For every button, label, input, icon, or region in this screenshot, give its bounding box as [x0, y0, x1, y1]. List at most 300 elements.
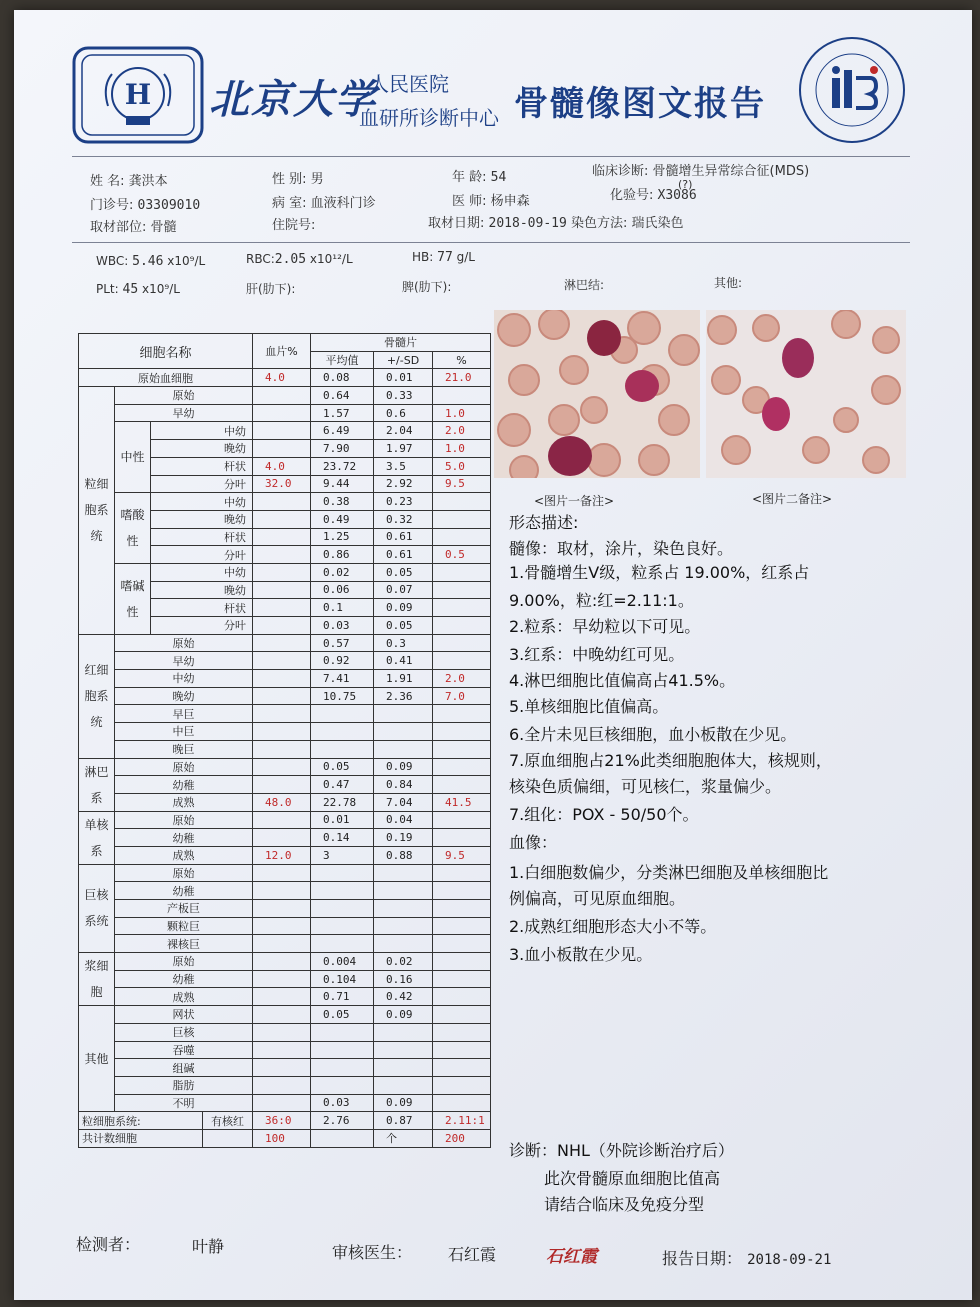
- cell-sd: [374, 935, 433, 953]
- cell-row: [79, 970, 491, 988]
- lineage-group: 红细胞系统: [79, 634, 115, 758]
- cell-row: [79, 1059, 491, 1077]
- cell-mean: 7.41: [311, 670, 374, 688]
- subgroup: 嗜碱性: [115, 563, 151, 634]
- summary-pct: 200: [433, 1129, 491, 1147]
- morphology-line: 1.白细胞数偏少，分类淋巴细胞及单核细胞比: [509, 863, 829, 882]
- cell-blood: [253, 1094, 311, 1112]
- lab-no-value: X3086: [657, 188, 697, 203]
- cell-name: 原始血细胞: [79, 369, 253, 387]
- cell-pct: [433, 900, 491, 918]
- lineage-group: 粒细胞系统: [79, 387, 115, 635]
- cell-pct: [433, 1023, 491, 1041]
- cell-sd: 0.07: [374, 581, 433, 599]
- cell-sd: [374, 1041, 433, 1059]
- plt-value: 45: [122, 282, 139, 297]
- institute-of-hematology-logo: [792, 30, 912, 150]
- morphology-line: 9.00%，粒:红=2.11:1。: [509, 591, 694, 610]
- cell-mean: 0.47: [311, 776, 374, 794]
- morphology-line: 2.粒系：早幼粒以下可见。: [509, 617, 701, 636]
- cell-sd: [374, 1076, 433, 1094]
- plt-label: PLt:: [96, 282, 119, 296]
- col-header-cell-name: 细胞名称: [79, 334, 253, 369]
- cell-blood: [253, 528, 311, 546]
- plt-unit: x10⁹/L: [141, 282, 180, 296]
- cell-name: 幼稚: [115, 829, 253, 847]
- outpatient-no-label: 门诊号:: [90, 198, 134, 213]
- cell-sd: 0.01: [374, 369, 433, 387]
- cell-pct: 5.0: [433, 457, 491, 475]
- cell-sd: 0.42: [374, 988, 433, 1006]
- cell-blood: 4.0: [253, 457, 311, 475]
- morphology-line: 5.单核细胞比值偏高。: [509, 697, 669, 716]
- outpatient-no-value: 03309010: [137, 198, 201, 213]
- cell-pct: 0.5: [433, 546, 491, 564]
- cell-mean: 0.86: [311, 546, 374, 564]
- summary-mean: [311, 1129, 374, 1147]
- cell-mean: 0.03: [311, 1094, 374, 1112]
- cell-pct: 41.5: [433, 793, 491, 811]
- cell-blood: [253, 687, 311, 705]
- cell-mean: 22.78: [311, 793, 374, 811]
- ward-label: 病 室:: [272, 196, 307, 211]
- cell-pct: [433, 1006, 491, 1024]
- cell-name: 晚幼: [151, 581, 253, 599]
- cell-mean: [311, 740, 374, 758]
- cell-name: 中幼: [151, 493, 253, 511]
- cell-blood: [253, 917, 311, 935]
- morphology-line: 1.骨髓增生Ⅴ级，粒系占 19.00%，红系占: [509, 563, 810, 582]
- morphology-line: 核染色质偏细，可见核仁，浆量偏少。: [509, 777, 782, 796]
- summary-sub: [203, 1129, 253, 1147]
- cell-pct: [433, 599, 491, 617]
- lineage-group: 单核系: [79, 811, 115, 864]
- col-header-mean: 平均值: [311, 351, 374, 369]
- cell-sd: 2.36: [374, 687, 433, 705]
- lab-no-label: 化验号:: [610, 188, 654, 203]
- spleen-label: 脾(肋下):: [402, 280, 452, 294]
- cell-mean: 0.06: [311, 581, 374, 599]
- sex-value: 男: [310, 172, 324, 187]
- cell-name: 晚幼: [115, 687, 253, 705]
- cell-pct: [433, 705, 491, 723]
- cell-sd: 0.32: [374, 510, 433, 528]
- cell-name: 分叶: [151, 617, 253, 635]
- cell-row: [79, 687, 491, 705]
- cell-mean: [311, 917, 374, 935]
- cell-mean: [311, 1023, 374, 1041]
- cell-name: 中幼: [151, 422, 253, 440]
- cell-name: 原始: [115, 864, 253, 882]
- cell-blood: [253, 634, 311, 652]
- cell-pct: [433, 723, 491, 741]
- col-header-sd: +/-SD: [374, 351, 433, 369]
- summary-mean: 2.76: [311, 1112, 374, 1130]
- subgroup: 中性: [115, 422, 151, 493]
- cell-pct: [433, 510, 491, 528]
- cell-row: [79, 1041, 491, 1059]
- cell-sd: 2.04: [374, 422, 433, 440]
- university-name: 北京大学: [209, 76, 377, 123]
- cell-table-body: [79, 369, 491, 1147]
- liver-label: 肝(肋下):: [246, 282, 296, 296]
- report-date-label: 报告日期：: [662, 1249, 743, 1268]
- cell-row: [79, 917, 491, 935]
- cell-blood: [253, 758, 311, 776]
- cell-row: [79, 829, 491, 847]
- cell-sd: [374, 900, 433, 918]
- cell-pct: 1.0: [433, 440, 491, 458]
- physician-value: 杨申森: [490, 194, 530, 209]
- cell-name: 中巨: [115, 723, 253, 741]
- ward-value: 血液科门诊: [310, 196, 376, 211]
- report-page: [14, 10, 972, 1300]
- morphology-heading: 形态描述:: [509, 513, 579, 532]
- other-label: 其他:: [714, 276, 743, 290]
- cell-sd: 0.09: [374, 758, 433, 776]
- cell-name: 晚幼: [151, 510, 253, 528]
- cell-sd: 3.5: [374, 457, 433, 475]
- sample-date-value: 2018-09-19: [488, 216, 567, 231]
- cell-sd: 1.91: [374, 670, 433, 688]
- morphology-line: 6.全片未见巨核细胞，血小板散在少见。: [509, 725, 797, 744]
- cell-count-table: [78, 333, 491, 1148]
- cell-blood: 32.0: [253, 475, 311, 493]
- cell-name: 晚幼: [151, 440, 253, 458]
- cell-pct: [433, 387, 491, 405]
- cell-sd: 0.33: [374, 387, 433, 405]
- cell-sd: 0.6: [374, 404, 433, 422]
- cell-row: [79, 882, 491, 900]
- cell-mean: 10.75: [311, 687, 374, 705]
- cell-mean: 1.25: [311, 528, 374, 546]
- cell-row: [79, 705, 491, 723]
- cell-mean: 0.104: [311, 970, 374, 988]
- center-name: 血研所诊断中心: [359, 106, 499, 130]
- cell-sd: [374, 740, 433, 758]
- examiner-name: 叶静: [192, 1237, 225, 1256]
- cell-sd: 0.02: [374, 953, 433, 971]
- marrow-image-1: [494, 310, 700, 478]
- cell-mean: 23.72: [311, 457, 374, 475]
- cell-row: [79, 652, 491, 670]
- cell-mean: 1.57: [311, 404, 374, 422]
- cell-name: 不明: [115, 1094, 253, 1112]
- cell-name: 中幼: [115, 670, 253, 688]
- cell-mean: 0.01: [311, 811, 374, 829]
- cell-mean: 0.05: [311, 1006, 374, 1024]
- cell-name: 早幼: [115, 404, 253, 422]
- cell-pct: [433, 740, 491, 758]
- cell-name: 幼稚: [115, 970, 253, 988]
- clinical-diagnosis-value: 骨髓增生异常综合征(MDS): [652, 164, 810, 179]
- cell-name: 原始: [115, 634, 253, 652]
- cell-blood: [253, 864, 311, 882]
- reviewer-label: 审核医生：: [332, 1243, 413, 1262]
- cell-blood: [253, 581, 311, 599]
- cell-mean: 0.49: [311, 510, 374, 528]
- cell-sd: 0.84: [374, 776, 433, 794]
- hospital-name: 人民医院: [369, 72, 449, 96]
- cell-sd: 0.41: [374, 652, 433, 670]
- cell-row: [79, 953, 491, 971]
- cell-row: [79, 422, 491, 440]
- summary-sub: 有核红: [203, 1112, 253, 1130]
- cell-sd: 1.97: [374, 440, 433, 458]
- cell-blood: [253, 900, 311, 918]
- cell-row: [79, 1094, 491, 1112]
- cell-blood: [253, 740, 311, 758]
- cell-row: [79, 793, 491, 811]
- cell-sd: 0.04: [374, 811, 433, 829]
- cell-pct: 21.0: [433, 369, 491, 387]
- cell-mean: 0.03: [311, 617, 374, 635]
- cell-name: 网状: [115, 1006, 253, 1024]
- rbc-label: RBC:: [246, 252, 275, 266]
- marrow-image-2: [706, 310, 906, 478]
- cell-mean: 0.004: [311, 953, 374, 971]
- cell-blood: 48.0: [253, 793, 311, 811]
- cell-sd: 0.23: [374, 493, 433, 511]
- summary-row: [79, 1129, 491, 1147]
- cell-row: [79, 1023, 491, 1041]
- cell-sd: 2.92: [374, 475, 433, 493]
- cell-name: 分叶: [151, 475, 253, 493]
- clinical-diagnosis-label: 临床诊断:: [592, 164, 649, 179]
- cell-pct: [433, 811, 491, 829]
- cell-mean: 0.57: [311, 634, 374, 652]
- cell-name: 原始: [115, 758, 253, 776]
- cell-mean: [311, 1041, 374, 1059]
- cell-row: [79, 758, 491, 776]
- cell-name: 杆状: [151, 599, 253, 617]
- cell-sd: [374, 917, 433, 935]
- cell-row: [79, 740, 491, 758]
- cell-name: 幼稚: [115, 882, 253, 900]
- cell-name: 幼稚: [115, 776, 253, 794]
- cell-mean: [311, 705, 374, 723]
- cell-pct: [433, 776, 491, 794]
- cell-blood: [253, 723, 311, 741]
- cell-blood: [253, 404, 311, 422]
- cell-row: [79, 935, 491, 953]
- lineage-group: 其他: [79, 1006, 115, 1112]
- cell-sd: [374, 1023, 433, 1041]
- rbc-value: 2.05: [274, 252, 307, 267]
- age-label: 年 龄:: [452, 170, 487, 185]
- cell-pct: [433, 1076, 491, 1094]
- cell-pct: 2.0: [433, 670, 491, 688]
- cell-name: 分叶: [151, 546, 253, 564]
- cell-sd: 0.3: [374, 634, 433, 652]
- cell-name: 产板巨: [115, 900, 253, 918]
- cell-blood: [253, 1041, 311, 1059]
- cell-blood: [253, 387, 311, 405]
- svg-text:H: H: [124, 78, 152, 111]
- cell-pct: [433, 581, 491, 599]
- morphology-line: 7.原血细胞占21%此类细胞胞体大，核规则，: [509, 751, 832, 770]
- lineage-group: 淋巴系: [79, 758, 115, 811]
- cell-blood: [253, 617, 311, 635]
- cell-blood: [253, 1006, 311, 1024]
- cell-mean: [311, 900, 374, 918]
- cell-name: 中幼: [151, 563, 253, 581]
- col-header-pct: %: [433, 351, 491, 369]
- cell-mean: 0.92: [311, 652, 374, 670]
- cell-mean: 0.1: [311, 599, 374, 617]
- cell-sd: 0.19: [374, 829, 433, 847]
- cell-pct: [433, 935, 491, 953]
- cell-blood: [253, 510, 311, 528]
- morphology-line: 例偏高，可见原血细胞。: [509, 889, 686, 908]
- cell-pct: [433, 617, 491, 635]
- inpatient-no-label: 住院号:: [272, 218, 316, 233]
- cell-blood: 12.0: [253, 846, 311, 864]
- morphology-line: 2.成熟红细胞形态大小不等。: [509, 917, 717, 936]
- morphology-line: 髓像：取材，涂片，染色良好。: [509, 539, 734, 558]
- cell-sd: 0.05: [374, 563, 433, 581]
- cell-pct: 7.0: [433, 687, 491, 705]
- cell-blood: [253, 440, 311, 458]
- cell-pct: [433, 917, 491, 935]
- cell-row: [79, 369, 491, 387]
- cell-mean: [311, 1059, 374, 1077]
- hb-label: HB:: [412, 250, 434, 264]
- cell-name: 晚巨: [115, 740, 253, 758]
- cell-pct: [433, 758, 491, 776]
- cell-pct: [433, 882, 491, 900]
- cell-name: 杆状: [151, 457, 253, 475]
- cell-blood: [253, 882, 311, 900]
- cell-mean: 0.64: [311, 387, 374, 405]
- physician-label: 医 师:: [452, 194, 487, 209]
- stain-label: 染色方法:: [570, 216, 628, 231]
- cell-pct: [433, 1094, 491, 1112]
- cell-name: 原始: [115, 953, 253, 971]
- cell-blood: [253, 988, 311, 1006]
- cell-name: 原始: [115, 387, 253, 405]
- cell-blood: [253, 599, 311, 617]
- cell-name: 成熟: [115, 988, 253, 1006]
- cell-blood: [253, 953, 311, 971]
- hb-value: 77: [437, 250, 453, 265]
- cell-mean: [311, 723, 374, 741]
- cell-name: 脂肪: [115, 1076, 253, 1094]
- cell-pct: [433, 634, 491, 652]
- cell-blood: [253, 1059, 311, 1077]
- cell-blood: [253, 705, 311, 723]
- cell-row: [79, 864, 491, 882]
- image-2-caption: <图片二备注>: [752, 492, 833, 506]
- diagnosis-line-2: 此次骨髓原血细胞比值高: [544, 1169, 721, 1188]
- morphology-line: 3.血小板散在少见。: [509, 945, 653, 964]
- cell-name: 早幼: [115, 652, 253, 670]
- stain-value: 瑞氏染色: [631, 216, 684, 231]
- cell-row: [79, 846, 491, 864]
- cell-pct: [433, 829, 491, 847]
- examiner-label: 检测者：: [76, 1235, 141, 1254]
- cell-blood: [253, 422, 311, 440]
- col-header-marrow: 骨髓片: [311, 334, 491, 352]
- cell-mean: [311, 882, 374, 900]
- cell-row: [79, 387, 491, 405]
- summary-row: [79, 1112, 491, 1130]
- lymph-node-label: 淋巴结:: [564, 278, 605, 292]
- cell-name: 组碱: [115, 1059, 253, 1077]
- cell-pct: [433, 953, 491, 971]
- reviewer-signature-stamp: 石红霞: [546, 1247, 597, 1267]
- peking-university-people-hospital-logo: [72, 46, 204, 144]
- cell-mean: 0.14: [311, 829, 374, 847]
- cell-sd: 7.04: [374, 793, 433, 811]
- cell-blood: [253, 811, 311, 829]
- hb-unit: g/L: [456, 250, 475, 264]
- cell-blood: [253, 970, 311, 988]
- sample-site-label: 取材部位:: [90, 220, 147, 235]
- cell-row: [79, 900, 491, 918]
- summary-label: 共计数细胞: [79, 1129, 203, 1147]
- cell-pct: [433, 563, 491, 581]
- cell-sd: 0.16: [374, 970, 433, 988]
- cell-blood: [253, 546, 311, 564]
- cell-row: [79, 723, 491, 741]
- cell-sd: [374, 723, 433, 741]
- cell-name: 裸核巨: [115, 935, 253, 953]
- cell-blood: [253, 1023, 311, 1041]
- wbc-label: WBC:: [96, 254, 129, 268]
- cell-pct: 1.0: [433, 404, 491, 422]
- cell-row: [79, 1006, 491, 1024]
- cell-mean: 7.90: [311, 440, 374, 458]
- subgroup: 嗜酸性: [115, 493, 151, 564]
- age-value: 54: [490, 170, 507, 185]
- cell-mean: 0.02: [311, 563, 374, 581]
- cell-blood: [253, 563, 311, 581]
- summary-sd: 0.87: [374, 1112, 433, 1130]
- diagnosis-line-3: 请结合临床及免疫分型: [544, 1195, 705, 1214]
- cell-row: [79, 634, 491, 652]
- sample-site-value: 骨髓: [150, 220, 177, 235]
- cell-blood: [253, 935, 311, 953]
- morphology-line: 7.组化：POX - 50/50个。: [509, 805, 699, 824]
- cell-mean: [311, 935, 374, 953]
- cell-name: 巨核: [115, 1023, 253, 1041]
- cell-pct: [433, 493, 491, 511]
- cell-mean: 0.05: [311, 758, 374, 776]
- cell-row: [79, 988, 491, 1006]
- wbc-unit: x10⁹/L: [167, 254, 206, 268]
- summary-pct: 2.11:1: [433, 1112, 491, 1130]
- lineage-group: 浆细胞: [79, 953, 115, 1006]
- cell-mean: 6.49: [311, 422, 374, 440]
- cell-sd: [374, 705, 433, 723]
- report-title: 骨髓像图文报告: [514, 84, 766, 124]
- morphology-line: 血像：: [509, 833, 558, 852]
- summary-label: 粒细胞系统:: [79, 1112, 203, 1130]
- cell-sd: 0.09: [374, 1006, 433, 1024]
- cell-row: [79, 776, 491, 794]
- cell-mean: [311, 864, 374, 882]
- cell-name: 早巨: [115, 705, 253, 723]
- lineage-group: 巨核系统: [79, 864, 115, 952]
- cell-name: 杆状: [151, 528, 253, 546]
- col-header-blood: 血片%: [253, 334, 311, 369]
- cell-pct: [433, 864, 491, 882]
- cell-pct: [433, 970, 491, 988]
- report-date-value: 2018-09-21: [747, 1252, 832, 1268]
- wbc-value: 5.46: [132, 254, 164, 269]
- sex-label: 性 别:: [272, 172, 307, 187]
